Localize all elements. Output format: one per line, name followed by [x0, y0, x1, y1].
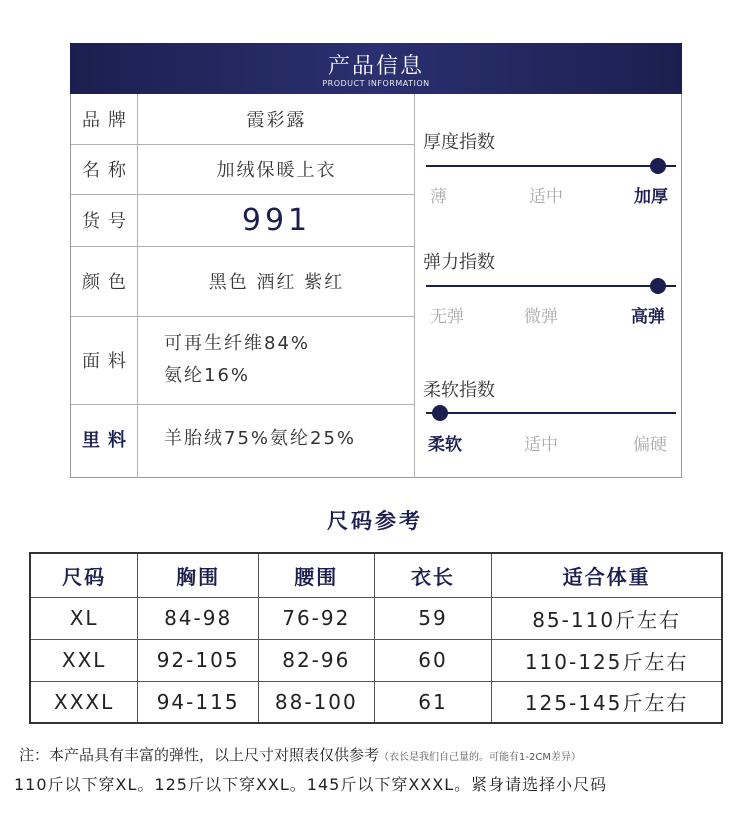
index-option: 高弹	[631, 307, 665, 327]
index-title: 弹力指数	[423, 252, 495, 273]
index-option: 适中	[529, 187, 563, 207]
lining-label: 里料	[82, 430, 134, 451]
size-table-header	[30, 553, 722, 597]
table-row	[30, 639, 722, 681]
lining-text: 羊胎绒75%氨纶25%	[164, 428, 357, 449]
table-cell: 85-110斤左右	[492, 597, 722, 639]
table-cell: 82-96	[258, 639, 374, 681]
header-waist: 腰围	[258, 553, 374, 597]
table-cell: 88-100	[258, 681, 374, 723]
header-weight: 适合体重	[492, 553, 722, 597]
index-option: 偏硬	[633, 435, 667, 455]
table-cell: 125-145斤左右	[492, 681, 722, 723]
product-info-title: 产品信息	[327, 54, 424, 79]
index-option: 适中	[524, 435, 558, 455]
header-size: 尺码	[30, 553, 138, 597]
index-option: 柔软	[428, 435, 462, 455]
index-track	[426, 165, 676, 167]
table-cell: 110-125斤左右	[492, 639, 722, 681]
index-option: 薄	[430, 187, 447, 207]
index-title: 柔软指数	[423, 380, 495, 401]
table-cell: 59	[374, 597, 492, 639]
table-cell: XXXL	[30, 681, 138, 723]
fabric-value	[138, 316, 415, 404]
index-marker	[432, 405, 448, 421]
fabric-line-2: 氨纶16%	[164, 365, 251, 386]
product-info-header	[70, 43, 682, 94]
table-cell: 60	[374, 639, 492, 681]
table-cell: 84-98	[138, 597, 259, 639]
fabric-line-1: 可再生纤维84%	[164, 333, 311, 354]
index-marker	[650, 278, 666, 294]
index-option: 微弹	[524, 307, 558, 327]
size-note-small: （衣长是我们自己量的。可能有1-2CM差异）	[379, 752, 581, 763]
lining-value	[138, 404, 415, 474]
index-title: 厚度指数	[423, 132, 495, 153]
table-cell: 61	[374, 681, 492, 723]
size-table	[29, 552, 723, 724]
table-cell: 94-115	[138, 681, 259, 723]
size-note-main: 注：本产品具有丰富的弹性，以上尺寸对照表仅供参考	[19, 746, 380, 764]
sku-value: 991	[241, 202, 312, 238]
header-chest: 胸围	[138, 553, 259, 597]
size-recommendation: 110斤以下穿XL。125斤以下穿XXL。145斤以下穿XXXL。紧身请选择小尺码	[14, 775, 608, 794]
product-info-subtitle: PRODUCT INFORMATION	[322, 79, 430, 88]
size-reference-title: 尺码参考	[327, 509, 423, 533]
index-marker	[650, 158, 666, 174]
table-row	[30, 597, 722, 639]
name-value: 加绒保暖上衣	[216, 160, 337, 181]
table-cell: XL	[30, 597, 138, 639]
table-cell: 92-105	[138, 639, 259, 681]
size-note	[19, 744, 581, 765]
color-value: 黑色 酒红 紫红	[208, 272, 345, 293]
product-info-table	[70, 94, 682, 478]
color-label: 颜色	[82, 272, 134, 293]
table-cell: XXL	[30, 639, 138, 681]
brand-label: 品牌	[82, 110, 134, 131]
thickness-index	[423, 128, 678, 208]
index-option: 加厚	[634, 187, 668, 207]
brand-value: 霞彩露	[246, 110, 307, 131]
header-length: 衣长	[374, 553, 492, 597]
name-label: 名称	[82, 160, 134, 181]
table-row	[30, 681, 722, 723]
index-track	[426, 412, 676, 414]
fabric-label: 面料	[82, 351, 134, 372]
softness-index	[423, 376, 678, 456]
index-track	[426, 285, 676, 287]
sku-label: 货号	[82, 211, 134, 232]
table-cell: 76-92	[258, 597, 374, 639]
index-option: 无弹	[430, 307, 464, 327]
elasticity-index	[423, 248, 678, 328]
